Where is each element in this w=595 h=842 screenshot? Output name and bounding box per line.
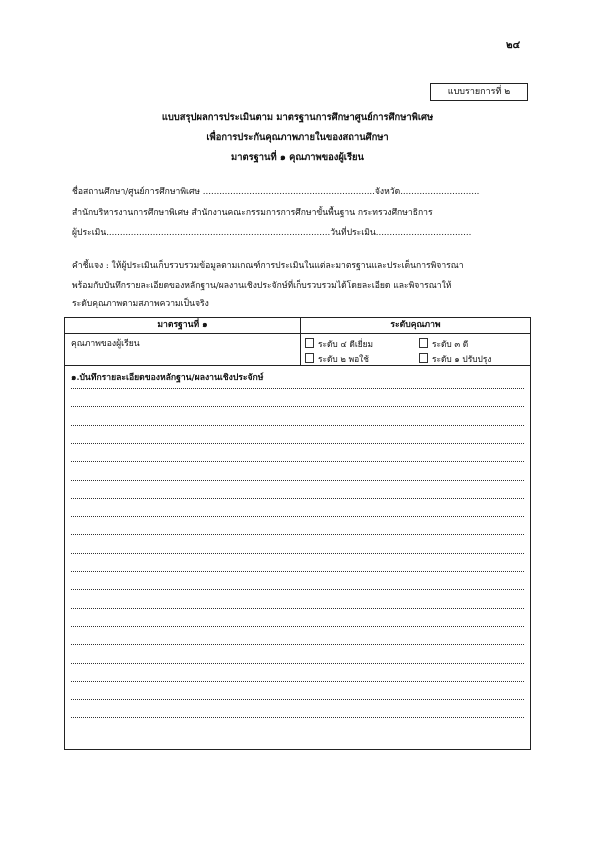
writing-line[interactable] [71, 571, 524, 572]
quality-options [301, 334, 531, 366]
option-level-3[interactable]: ระดับ ๓ ดี [419, 337, 468, 351]
writing-line[interactable] [71, 498, 524, 499]
writing-line[interactable] [71, 608, 524, 609]
assessment-table [64, 317, 531, 750]
option-level-4[interactable]: ระดับ ๔ ดีเยี่ยม [305, 337, 373, 351]
standard-title: มาตรฐานที่ ๑ คุณภาพของผู้เรียน [231, 152, 364, 163]
instruction-line-2: พร้อมกับบันทึกรายละเอียดของหลักฐาน/ผลงานเชิงประจักษ์ที่เก็บรวบรวมได้โดยละเอียด และพิจารณาให้ [72, 281, 452, 291]
writing-line[interactable] [71, 644, 524, 645]
writing-line[interactable] [71, 480, 524, 481]
checkbox-icon[interactable] [305, 353, 314, 363]
learner-quality-label: คุณภาพของผู้เรียน [65, 334, 301, 366]
writing-line[interactable] [71, 717, 524, 718]
page-number: ๒๔ [506, 40, 521, 51]
writing-line[interactable] [71, 663, 524, 664]
option-level-1[interactable]: ระดับ ๑ ปรับปรุง [419, 352, 491, 366]
writing-line[interactable] [71, 406, 524, 407]
form-title: แบบสรุปผลการประเมินตาม มาตรฐานการศึกษาศูนย์การศึกษาพิเศษ [161, 112, 434, 123]
writing-line[interactable] [71, 461, 524, 462]
checkbox-icon[interactable] [419, 353, 428, 363]
assessor-date-field[interactable]: ผู้ประเมิน..................................................................................วันที่ประเมิน................................... [72, 228, 472, 238]
evidence-notes-title: ๑.บันทึกรายละเอียดของหลักฐาน/ผลงานเชิงประจักษ์ [71, 373, 264, 383]
standard-header: มาตรฐานที่ ๑ [65, 318, 301, 334]
form-subtitle: เพื่อการประกันคุณภาพภายในของสถานศึกษา [206, 132, 389, 143]
quality-level-header: ระดับคุณภาพ [301, 318, 531, 334]
writing-line[interactable] [71, 626, 524, 627]
writing-line[interactable] [71, 699, 524, 700]
school-name-field[interactable]: ชื่อสถานศึกษา/ศูนย์การศึกษาพิเศษ ...............................................................จังหวัด............................. [72, 187, 480, 197]
checkbox-icon[interactable] [419, 338, 428, 348]
writing-line[interactable] [71, 516, 524, 517]
writing-line[interactable] [71, 388, 524, 389]
writing-line[interactable] [71, 589, 524, 590]
writing-line[interactable] [71, 681, 524, 682]
writing-line[interactable] [71, 425, 524, 426]
instruction-line-3: ระดับคุณภาพตามสภาพความเป็นจริง [72, 299, 209, 309]
writing-line[interactable] [71, 534, 524, 535]
option-level-2[interactable]: ระดับ ๒ พอใช้ [305, 352, 369, 366]
writing-line[interactable] [71, 443, 524, 444]
instruction-line-1: คำชี้แจง : ให้ผู้ประเมินเก็บรวบรวมข้อมูลตามเกณฑ์การประเมินในแต่ละมาตรฐานและประเด็นการพิจารณา [72, 261, 464, 271]
writing-line[interactable] [71, 553, 524, 554]
checkbox-icon[interactable] [305, 338, 314, 348]
evidence-notes-area[interactable] [65, 366, 531, 750]
office-line: สำนักบริหารงานการศึกษาพิเศษ สำนักงานคณะกรรมการการศึกษาขั้นพื้นฐาน กระทรวงศึกษาธิการ [72, 208, 433, 218]
form-label-box: แบบรายการที่ ๒ [430, 83, 528, 101]
